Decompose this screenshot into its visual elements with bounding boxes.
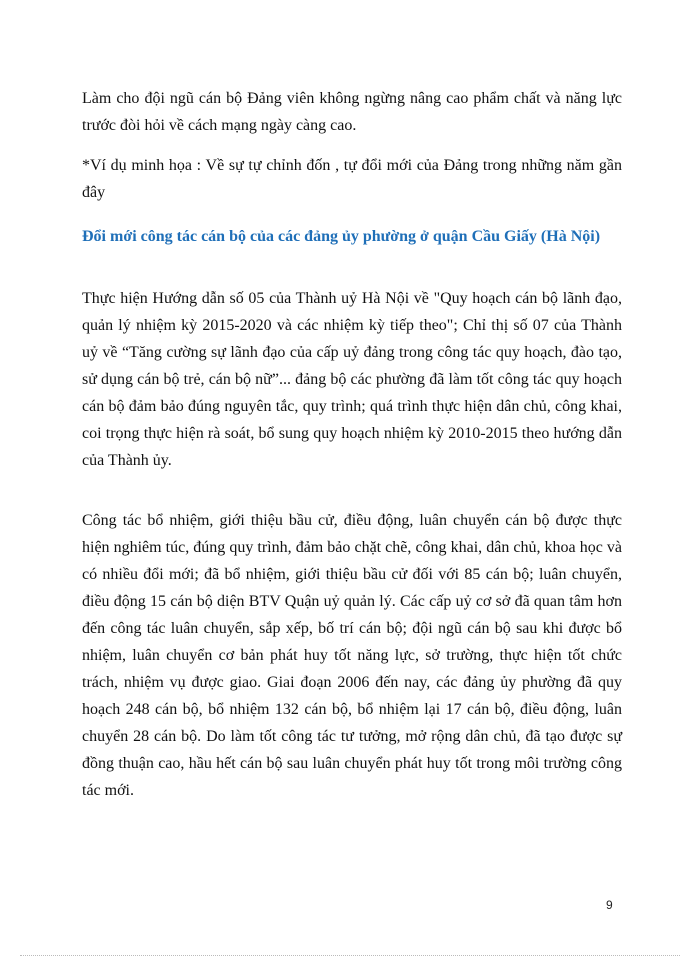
example-paragraph: *Ví dụ minh họa : Về sự tự chỉnh đốn , tự đổi mới của Đảng trong những năm gần đây [82, 157, 622, 201]
section-heading: Đổi mới công tác cán bộ của các đảng ủy phường ở quận Cầu Giấy (Hà Nội) [82, 228, 601, 245]
page-number: 9 [606, 898, 613, 912]
page-bottom-divider [20, 955, 680, 956]
body-paragraph-1: Thực hiện Hướng dẫn số 05 của Thành uỷ Hà Nội về "Quy hoạch cán bộ lãnh đạo, quản lý nhiệm kỳ 2015-2020 và các nhiệm kỳ tiếp theo"; Chỉ thị số 07 của Thành uỷ về “Tăng cường sự lãnh đạo của cấp uỷ đảng trong công tác quy hoạch, đào tạo, sử dụng cán bộ trẻ, cán bộ nữ”... đảng bộ các phường đã làm tốt công tác quy hoạch cán bộ đảm bảo đúng nguyên tắc, quy trình; quá trình thực hiện dân chủ, công khai, coi trọng thực hiện rà soát, bổ sung quy hoạch nhiệm kỳ 2010-2015 theo hướng dẫn của Thành ủy. [82, 290, 622, 469]
intro-paragraph: Làm cho đội ngũ cán bộ Đảng viên không ngừng nâng cao phẩm chất và năng lực trước đòi hỏi về cách mạng ngày càng cao. [82, 90, 622, 134]
body-paragraph-2: Công tác bổ nhiệm, giới thiệu bầu cử, điều động, luân chuyển cán bộ được thực hiện nghiêm túc, đúng quy trình, đảm bảo chặt chẽ, công khai, dân chủ, khoa học và có nhiều đổi mới; đã bổ nhiệm, giới thiệu bầu cử đối với 85 cán bộ; luân chuyển, điều động 15 cán bộ diện BTV Quận uỷ quản lý. Các cấp uỷ cơ sở đã quan tâm hơn đến công tác luân chuyển, sắp xếp, bố trí cán bộ; đội ngũ cán bộ sau khi được bổ nhiệm, luân chuyển cơ bản phát huy tốt năng lực, sở trường, thực hiện tốt chức trách, nhiệm vụ được giao. Giai đoạn 2006 đến nay, các đảng ủy phường đã quy hoạch 248 cán bộ, bổ nhiệm 132 cán bộ, bổ nhiệm lại 17 cán bộ, điều động, luân chuyển 28 cán bộ. Do làm tốt công tác tư tưởng, mở rộng dân chủ, đã tạo được sự đồng thuận cao, hầu hết cán bộ sau luân chuyển phát huy tốt trong môi trường công tác mới. [82, 512, 622, 799]
